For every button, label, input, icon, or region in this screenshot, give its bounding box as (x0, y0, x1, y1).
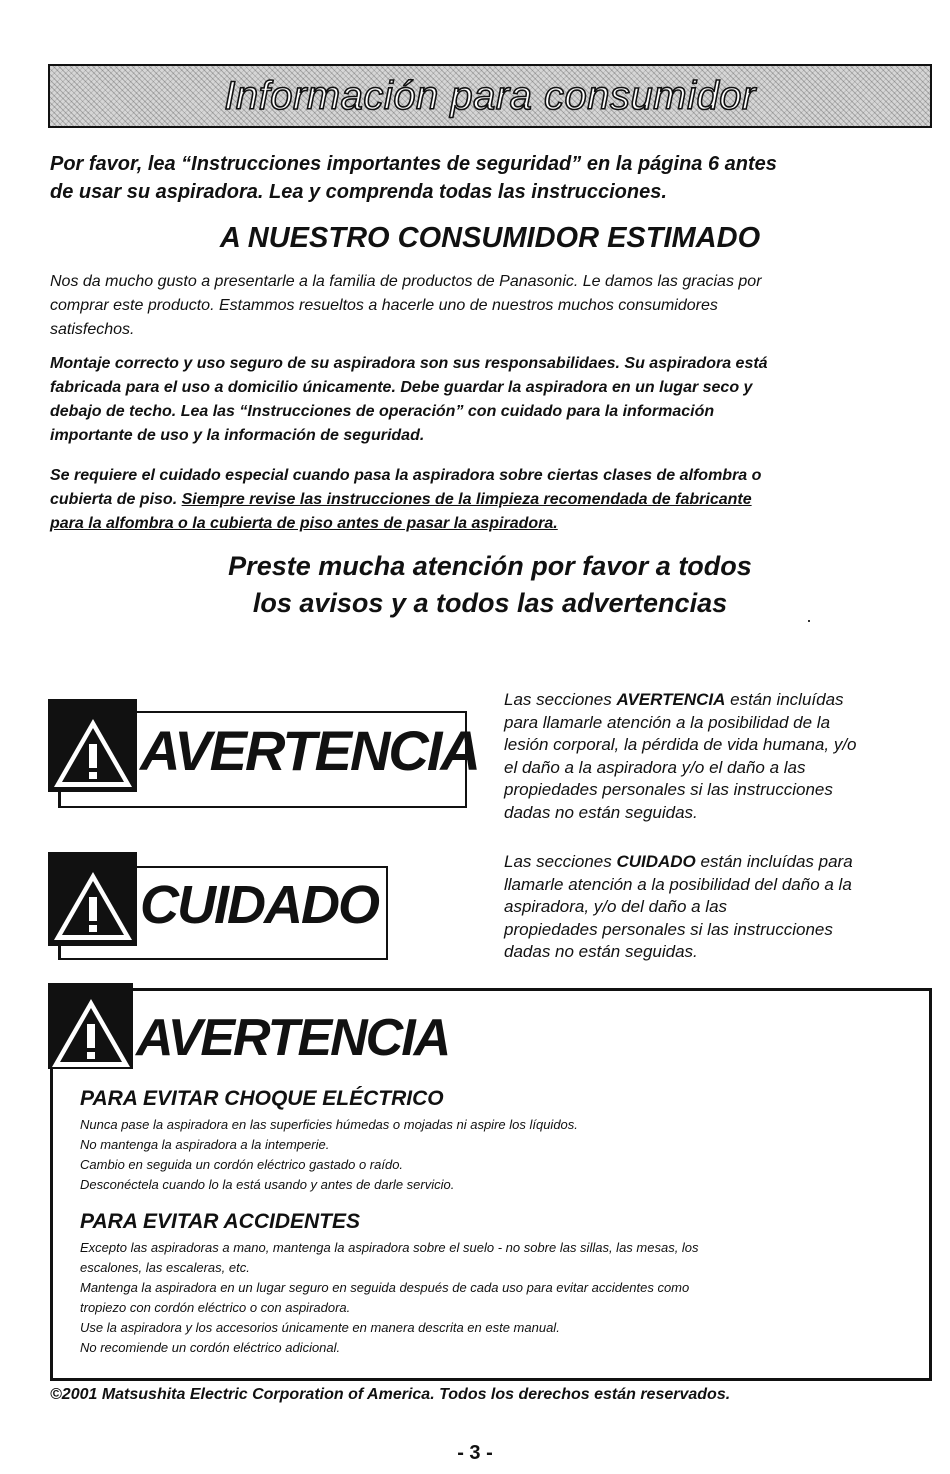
description-text: están incluídas para (695, 852, 853, 871)
responsibility-paragraph (50, 352, 935, 448)
description-keyword: CUIDADO (616, 852, 696, 871)
paragraph-line: comprar este producto. Estammos resueltos a hacerle uno de nuestros muchos consumidores (50, 297, 718, 314)
paragraph-line: Montaje correcto y uso seguro de su aspiradora son sus responsabilidaes. Su aspiradora está (50, 355, 768, 372)
welcome-paragraph (50, 270, 930, 342)
paragraph-line: Se requiere el cuidado especial cuando pasa la aspiradora sobre ciertas clases de alfombra o (50, 467, 762, 484)
description-line: dadas no están seguidas. (504, 802, 698, 822)
description-line: para llamarle atención a la posibilidad de la (504, 712, 831, 732)
description-line: lesión corporal, la pérdida de vida humana, y/o (504, 735, 857, 754)
section-heading: A NUESTRO CONSUMIDOR ESTIMADO (219, 222, 761, 254)
warning-sign-word: AVERTENCIA (140, 719, 479, 782)
instruction-line: Desconéctela cuando lo la está usando y antes de darle servicio. (80, 1177, 455, 1192)
description-text: Las secciones (504, 690, 617, 709)
copyright-notice: ©2001 Matsushita Electric Corporation of America. Todos los derechos están reservados. (50, 1386, 731, 1403)
caution-description (504, 851, 924, 964)
shock-section-title: PARA EVITAR CHOQUE ELÉCTRICO (80, 1087, 444, 1110)
intro-text (50, 150, 930, 206)
instruction-line: No recomiende un cordón eléctrico adicional. (80, 1340, 341, 1355)
instruction-line: No mantenga la aspiradora a la intemperie. (80, 1137, 330, 1152)
instruction-line: escalones, las escaleras, etc. (80, 1260, 250, 1275)
description-line: propiedades personales si las instrucciones (504, 780, 833, 799)
description-line: propiedades personales si las instrucciones (504, 919, 833, 939)
carpet-care-paragraph (50, 464, 930, 536)
instruction-line: Use la aspiradora y los accesorios únicamente en manera descrita en este manual. (80, 1320, 560, 1335)
caution-sign-word: CUIDADO (140, 875, 378, 935)
print-speck (808, 620, 810, 622)
intro-line: de usar su aspiradora. Lea y comprenda todas las instrucciones. (50, 181, 667, 203)
paragraph-line: importante de uso y la información de seguridad. (50, 427, 425, 444)
instruction-line: Excepto las aspiradoras a mano, mantenga la aspiradora sobre el suelo - no sobre las sillas, las mesas, los (80, 1240, 699, 1255)
paragraph-line: debajo de techo. Lea las “Instrucciones de operación” con cuidado para la información (50, 403, 715, 420)
attention-line: Preste mucha atención por favor a todos (228, 551, 752, 581)
attention-line: los avisos y a todos las advertencias (252, 588, 728, 618)
description-text: están incluídas (725, 690, 844, 709)
warning-sign-flag (48, 699, 137, 792)
warning-box-flag (48, 983, 133, 1069)
underlined-instruction: para la alfombra o la cubierta de piso antes de pasar la aspiradora. (50, 515, 558, 532)
warning-description (504, 689, 924, 824)
underlined-instruction: Siempre revise las instrucciones de la limpieza recomendada de fabricante (181, 491, 752, 508)
description-line (504, 851, 924, 874)
attention-heading (50, 548, 930, 622)
instruction-line: Cambio en seguida un cordón eléctrico gastado o raído. (80, 1157, 404, 1172)
instruction-line: Mantenga la aspiradora en un lugar seguro en seguida después de cada uso para evitar accidentes como (80, 1280, 690, 1295)
description-line (504, 689, 924, 712)
caution-sign-flag (48, 852, 137, 946)
shock-section-body (80, 1115, 920, 1195)
paragraph-line: satisfechos. (50, 321, 135, 338)
warning-triangle-icon (52, 870, 134, 942)
paragraph-line: fabricada para el uso a domicilio únicamente. Debe guardar la aspiradora en un lugar seco y (50, 379, 753, 396)
description-line: dadas no están seguidas. (504, 942, 698, 961)
description-keyword: AVERTENCIA (616, 690, 726, 709)
description-line: llamarle atención a la posibilidad del daño a la (504, 874, 852, 894)
accidents-section-body (80, 1238, 920, 1358)
warning-triangle-icon (52, 717, 134, 789)
paragraph-text: cubierta de piso. (50, 491, 182, 508)
banner-title: Información para consumidor (224, 73, 756, 118)
description-line: el daño a la aspiradora y/o el daño a las (504, 757, 806, 777)
header-banner (48, 64, 932, 128)
warning-triangle-icon (50, 997, 132, 1069)
accidents-section-title: PARA EVITAR ACCIDENTES (80, 1210, 361, 1233)
paragraph-line: Nos da mucho gusto a presentarle a la familia de productos de Panasonic. Le damos las gracias por (50, 273, 762, 290)
page-number: - 3 - (457, 1442, 493, 1464)
warning-box-word: AVERTENCIA (136, 1009, 450, 1067)
description-line: aspiradora, y/o del daño a las (504, 897, 728, 916)
intro-line: Por favor, lea “Instrucciones importantes de seguridad” en la página 6 antes (50, 153, 777, 175)
paragraph-line (50, 488, 930, 512)
instruction-line: tropiezo con cordón eléctrico o con aspiradora. (80, 1300, 351, 1315)
instruction-line: Nunca pase la aspiradora en las superficies húmedas o mojadas ni aspire los líquidos. (80, 1117, 578, 1132)
description-text: Las secciones (504, 852, 617, 871)
